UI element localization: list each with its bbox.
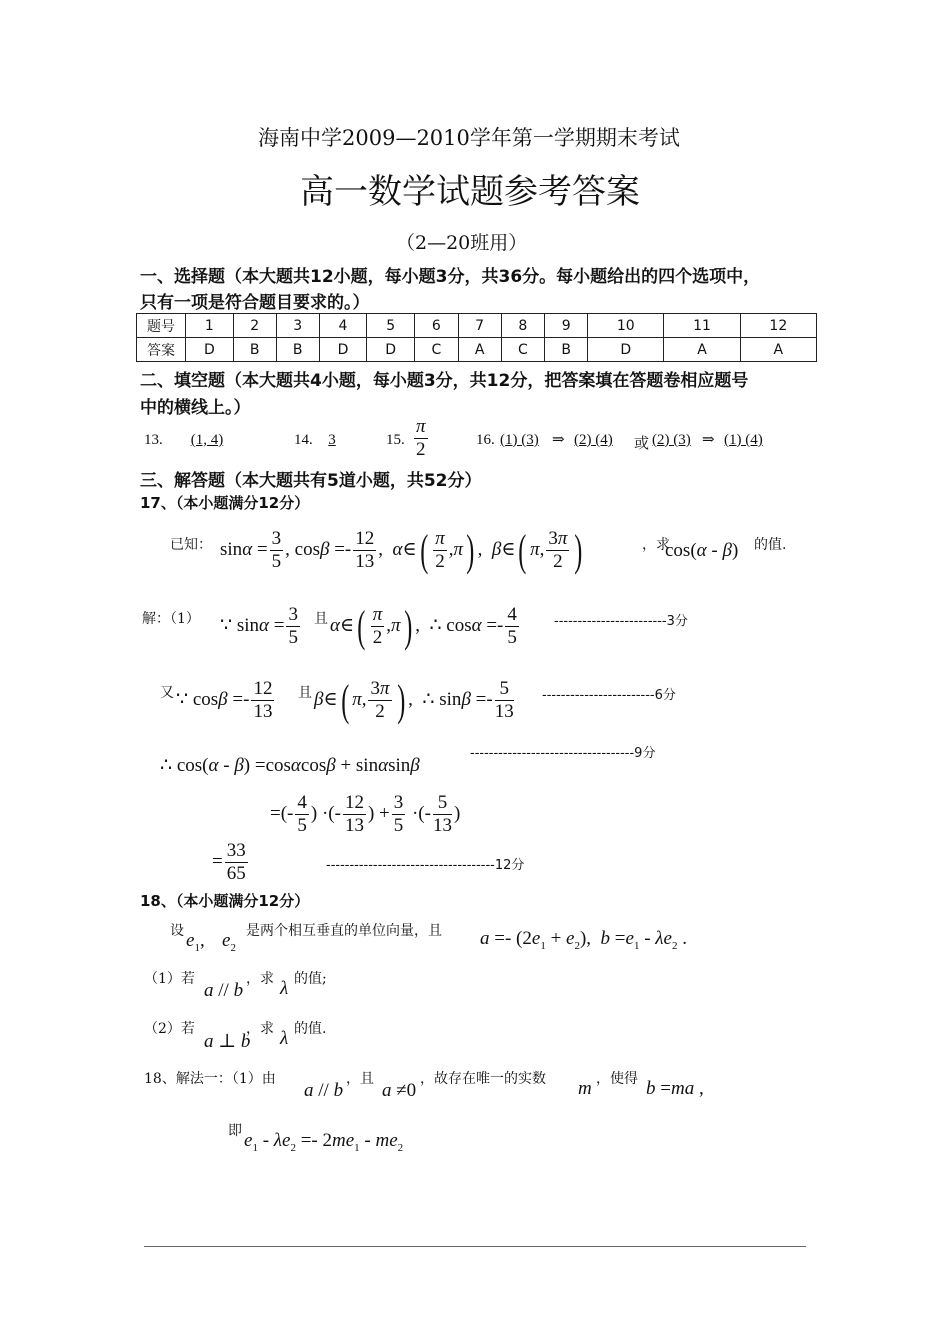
question-number: 2 — [233, 314, 276, 338]
score-3: ------------------------3分 — [554, 614, 688, 629]
answer-cell: D — [367, 338, 415, 362]
question-number: 11 — [664, 314, 740, 338]
again-label: 又 — [160, 685, 174, 701]
q15-answer — [414, 416, 428, 461]
q13-label: 13. — [144, 432, 163, 448]
q17-heading: 17、（本小题满分12分） — [140, 494, 310, 512]
question-number: 12 — [740, 314, 816, 338]
q17-step-1 — [142, 601, 822, 656]
q18-part-1-tail: 的值; — [294, 971, 327, 987]
q16-label: 16. — [476, 432, 495, 448]
step-2-formula: ∵ cosβ =- $\frac{12}{13}$ — [176, 678, 273, 722]
step-2-interval: β∈( π, $\frac{3\pi}{2}$ ) , ∴ sinβ =- $\frac{5}{13}$ — [314, 675, 514, 725]
q16-part-c: (2) (3) — [652, 432, 691, 448]
parallel-condition: a // b — [204, 980, 244, 1001]
q17-given-formula: sinα = $\frac{3}{5}$ , cosβ =- $\frac{12}{13}$ , α∈( $\frac{\pi}{2}$ ,π) , β∈( π, $\frac{3\pi}{2}$ ) — [220, 525, 583, 575]
q14-label: 14. — [294, 432, 313, 448]
school-line: 海南中学2009—2010学年第一学期期末考试 — [258, 126, 680, 150]
step-3-formula: ∴ cos(α - β) =cosαcosβ + sinαsinβ — [160, 755, 420, 776]
score-12: ------------------------------------12分 — [326, 858, 525, 873]
q18-part-2 — [144, 1016, 544, 1052]
q18-solution-such: ，使得 — [596, 1071, 638, 1087]
q18-set-label: 设 — [170, 923, 184, 939]
q16-part-d: (1) (4) — [724, 432, 763, 448]
section1-heading: 一、选择题（本大题共12小题，每小题3分，共36分。每小题给出的四个选项中， — [140, 267, 761, 287]
answer-cell: D — [186, 338, 234, 362]
footer-divider — [144, 1246, 806, 1247]
q18-part-2-label: （2）若 — [144, 1021, 195, 1037]
question-number: 6 — [415, 314, 459, 338]
section2-heading: 二、填空题（本大题共4小题，每小题3分，共12分，把答案填在答题卷相应题号 — [140, 371, 749, 391]
q18-solution — [144, 1066, 824, 1106]
vector-e2: $e_2$ — [222, 930, 236, 954]
question-number: 9 — [545, 314, 588, 338]
section3-heading: 三、解答题（本大题共有5道小题，共52分） — [140, 471, 482, 491]
row-label-answers: 答案 — [137, 338, 186, 362]
parallel-condition: a // b — [304, 1080, 344, 1101]
q17-step-3 — [160, 740, 840, 780]
q18-solution-exists: ，故存在唯一的实数 — [420, 1071, 546, 1087]
step-1-formula: ∵ sinα = $\frac{3}{5}$ — [220, 604, 298, 648]
score-6: ------------------------6分 — [542, 688, 676, 703]
row-label-questions: 题号 — [137, 314, 186, 338]
question-number: 3 — [276, 314, 319, 338]
question-number: 5 — [367, 314, 415, 338]
q18-text: 是两个相互垂直的单位向量，且 — [246, 923, 442, 939]
answer-cell: B — [233, 338, 276, 362]
answer-table — [136, 313, 817, 362]
q18-solution-and: ，且 — [346, 1071, 374, 1087]
lambda-symbol: λ — [280, 978, 289, 999]
step-1-interval: α∈( $\frac{\pi}{2}$ ,π) , ∴ cosα =- $\frac{4}{5}$ — [330, 601, 517, 651]
q18-part-1-ask: ，求 — [246, 971, 274, 987]
section1-heading-2: 只有一项是符合题目要求的。） — [140, 293, 370, 313]
score-9: -----------------------------------9分 — [470, 746, 656, 761]
q18-equation-formula: $e_1 - \lambda e_2 =- 2me_1 - me_2$ — [244, 1130, 404, 1154]
q17-step-4: =(- $\frac{4}{5}$ ) ·(- $\frac{12}{13}$ ) + $\frac{3}{5}$ ·(- $\frac{5}{13}$ ) — [270, 792, 461, 836]
answer-cell: A — [664, 338, 740, 362]
b-equals-ma: b =ma , — [646, 1078, 704, 1099]
nonzero-condition: a ≠0 — [382, 1080, 417, 1101]
q18-equation — [228, 1120, 528, 1156]
q16-part-a: (1) (3) — [500, 432, 539, 448]
q17-tail: 的值. — [754, 537, 787, 553]
q18-part-1-label: （1）若 — [144, 971, 195, 987]
answer-cell: B — [545, 338, 588, 362]
q18-solution-label: 18、解法一：（1）由 — [144, 1071, 276, 1087]
page-subtitle: （2—20班用） — [396, 232, 528, 254]
section2-heading-2: 中的横线上。） — [140, 398, 251, 418]
implies-arrow: ⇒ — [552, 432, 565, 448]
table-row-answers — [137, 338, 817, 362]
answer-cell: A — [458, 338, 501, 362]
question-number: 1 — [186, 314, 234, 338]
solution-label: 解：（1） — [142, 611, 200, 627]
table-row-questions — [137, 314, 817, 338]
answer-cell: A — [740, 338, 816, 362]
answer-cell: D — [319, 338, 367, 362]
q15-numerator: π — [416, 416, 426, 437]
answer-cell: C — [415, 338, 459, 362]
q13-answer: (1, 4) — [190, 432, 224, 448]
q17-step-5 — [212, 840, 812, 890]
page-title: 高一数学试题参考答案 — [300, 172, 640, 212]
q18-part-2-tail: 的值. — [294, 1021, 327, 1037]
q15-denominator: 2 — [416, 439, 426, 460]
scalar-m: m — [578, 1078, 592, 1099]
answer-cell: D — [588, 338, 664, 362]
question-number: 4 — [319, 314, 367, 338]
perpendicular-condition: a ⊥ b — [204, 1031, 251, 1052]
question-number: 7 — [458, 314, 501, 338]
vector-e1: $e_1$, — [186, 930, 205, 954]
q17-step-2 — [160, 675, 840, 730]
q18-statement — [170, 918, 790, 954]
q17-ask: ，求 — [642, 537, 670, 553]
q16-part-b: (2) (4) — [574, 432, 613, 448]
q16-or: 或 — [634, 436, 650, 452]
question-number: 8 — [501, 314, 545, 338]
q18-vector-defs: $a =- (2e_1 + e_2)$, $b =e_1 - \lambda e_2$ . — [480, 928, 687, 952]
q15-label: 15. — [386, 432, 405, 448]
question-number: 10 — [588, 314, 664, 338]
q14-answer: 3 — [328, 432, 336, 448]
q18-part-2-ask: ，求 — [246, 1021, 274, 1037]
and-label: 且 — [314, 611, 328, 627]
answer-cell: C — [501, 338, 545, 362]
q17-given — [170, 525, 810, 580]
q17-known-label: 已知： — [170, 537, 212, 553]
answer-cell: B — [276, 338, 319, 362]
q17-target-expr: cos(α - β) — [665, 540, 739, 561]
lambda-symbol: λ — [280, 1028, 289, 1049]
q18-part-1 — [144, 966, 544, 1002]
q18-thus-label: 即 — [228, 1123, 242, 1139]
q18-heading: 18、（本小题满分12分） — [140, 892, 310, 910]
and-label: 且 — [298, 685, 312, 701]
implies-arrow: ⇒ — [702, 432, 715, 448]
step-5-result: = $\frac{33}{65}$ — [212, 840, 246, 884]
